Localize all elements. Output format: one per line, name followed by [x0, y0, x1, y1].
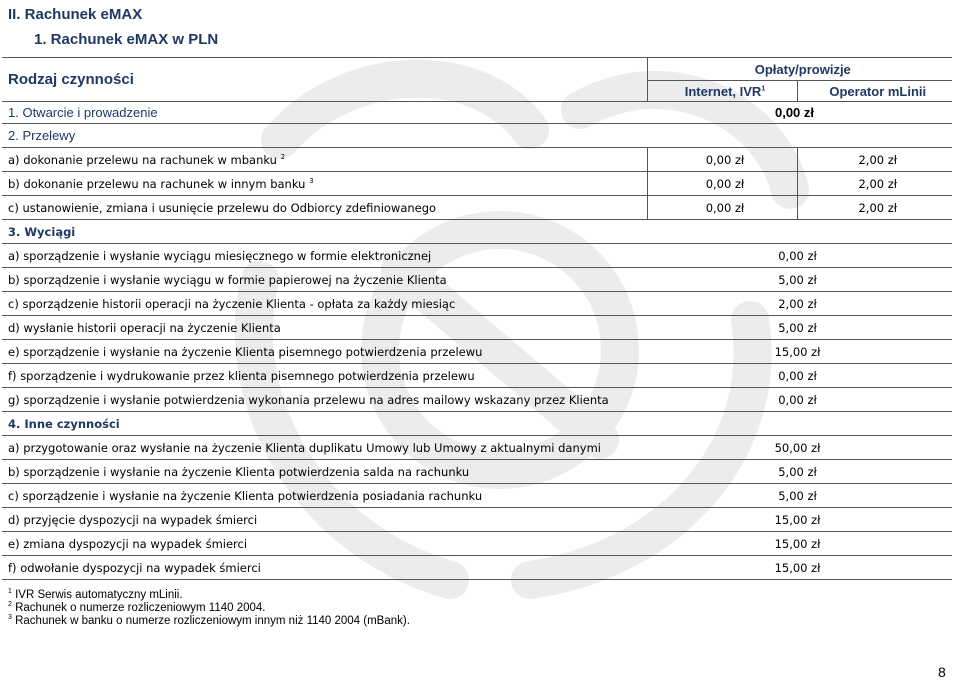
- row-label: b) dokonanie przelewu na rachunek w innym banku $^3$: [2, 172, 647, 196]
- table-row: [2, 148, 952, 172]
- table-row: [2, 436, 952, 460]
- section-heading: II. Rachunek eMAX: [8, 6, 143, 23]
- row-label: c) ustanowienie, zmiana i usunięcie przelewu do Odbiorcy zdefiniowanego: [2, 196, 647, 220]
- table-row: [2, 292, 952, 316]
- fee-value: 15,00 zł: [647, 508, 952, 532]
- fee-operator: 2,00 zł: [797, 172, 952, 196]
- fee-value: 5,00 zł: [647, 316, 952, 340]
- fee-value: 0,00 zł: [647, 102, 952, 124]
- footnote: $^1$ IVR Serwis automatyczny mLinii.: [8, 588, 183, 601]
- table-row: [2, 412, 952, 436]
- table-row: [2, 508, 952, 532]
- row-label: e) zmiana dyspozycji na wypadek śmierci: [2, 532, 647, 556]
- fee-value: 5,00 zł: [647, 484, 952, 508]
- row-label: b) sporządzenie i wysłanie wyciągu w formie papierowej na życzenie Klienta: [2, 268, 647, 292]
- row-label: 1. Otwarcie i prowadzenie: [2, 102, 647, 124]
- table-row: [2, 244, 952, 268]
- row-label: a) sporządzenie i wysłanie wyciągu miesięcznego w formie elektronicznej: [2, 244, 647, 268]
- row-label: g) sporządzenie i wysłanie potwierdzenia wykonania przelewu na adres mailowy wskazany przez Klienta: [2, 388, 647, 412]
- table-row: [2, 388, 952, 412]
- fee-value: 15,00 zł: [647, 532, 952, 556]
- fee-value: 0,00 zł: [647, 388, 952, 412]
- page-number: 8: [938, 664, 946, 680]
- row-label: 3. Wyciągi: [2, 220, 952, 244]
- fee-value: 50,00 zł: [647, 436, 952, 460]
- fee-value: 0,00 zł: [647, 244, 952, 268]
- row-label: f) sporządzenie i wydrukowanie przez klienta pisemnego potwierdzenia przelewu: [2, 364, 647, 388]
- fee-operator: 2,00 zł: [797, 196, 952, 220]
- row-label: f) odwołanie dyspozycji na wypadek śmierci: [2, 556, 647, 580]
- column-header-fees: Opłaty/prowizje: [647, 58, 952, 81]
- table-row: [2, 316, 952, 340]
- column-header-internet: Internet, IVR$^1$: [647, 81, 797, 102]
- fee-value: 5,00 zł: [647, 268, 952, 292]
- row-label: 2. Przelewy: [2, 124, 952, 148]
- fee-internet: 0,00 zł: [647, 148, 797, 172]
- table-row: [2, 556, 952, 580]
- table-row: [2, 172, 952, 196]
- row-label: d) przyjęcie dyspozycji na wypadek śmierci: [2, 508, 647, 532]
- column-header-activity: Rodzaj czynności: [2, 58, 647, 102]
- footnote: $^3$ Rachunek w banku o numerze rozliczeniowym innym niż 1140 2004 (mBank).: [8, 614, 410, 627]
- table-row: [2, 460, 952, 484]
- row-label: b) sporządzenie i wysłanie na życzenie Klienta potwierdzenia salda na rachunku: [2, 460, 647, 484]
- row-label: c) sporządzenie historii operacji na życzenie Klienta - opłata za każdy miesiąc: [2, 292, 647, 316]
- fee-table: [2, 57, 952, 580]
- fee-value: 15,00 zł: [647, 556, 952, 580]
- table-row: [2, 102, 952, 124]
- column-header-operator: Operator mLinii: [797, 81, 952, 102]
- table-row: [2, 268, 952, 292]
- row-label: c) sporządzenie i wysłanie na życzenie Klienta potwierdzenia posiadania rachunku: [2, 484, 647, 508]
- table-row: [2, 340, 952, 364]
- fee-value: 2,00 zł: [647, 292, 952, 316]
- row-label: 4. Inne czynności: [2, 412, 952, 436]
- table-row: [2, 124, 952, 148]
- row-label: a) przygotowanie oraz wysłanie na życzenie Klienta duplikatu Umowy lub Umowy z aktualnymi danymi: [2, 436, 647, 460]
- table-row: [2, 484, 952, 508]
- subsection-heading: 1. Rachunek eMAX w PLN: [34, 31, 219, 48]
- table-row: [2, 532, 952, 556]
- table-row: [2, 220, 952, 244]
- table-row: [2, 364, 952, 388]
- footnote: $^2$ Rachunek o numerze rozliczeniowym 1140 2004.: [8, 601, 266, 614]
- fee-internet: 0,00 zł: [647, 172, 797, 196]
- fee-value: 5,00 zł: [647, 460, 952, 484]
- row-label: d) wysłanie historii operacji na życzenie Klienta: [2, 316, 647, 340]
- table-row: [2, 196, 952, 220]
- fee-value: 0,00 zł: [647, 364, 952, 388]
- fee-value: 15,00 zł: [647, 340, 952, 364]
- fee-operator: 2,00 zł: [797, 148, 952, 172]
- row-label: e) sporządzenie i wysłanie na życzenie Klienta pisemnego potwierdzenia przelewu: [2, 340, 647, 364]
- row-label: a) dokonanie przelewu na rachunek w mbanku $^2$: [2, 148, 647, 172]
- fee-internet: 0,00 zł: [647, 196, 797, 220]
